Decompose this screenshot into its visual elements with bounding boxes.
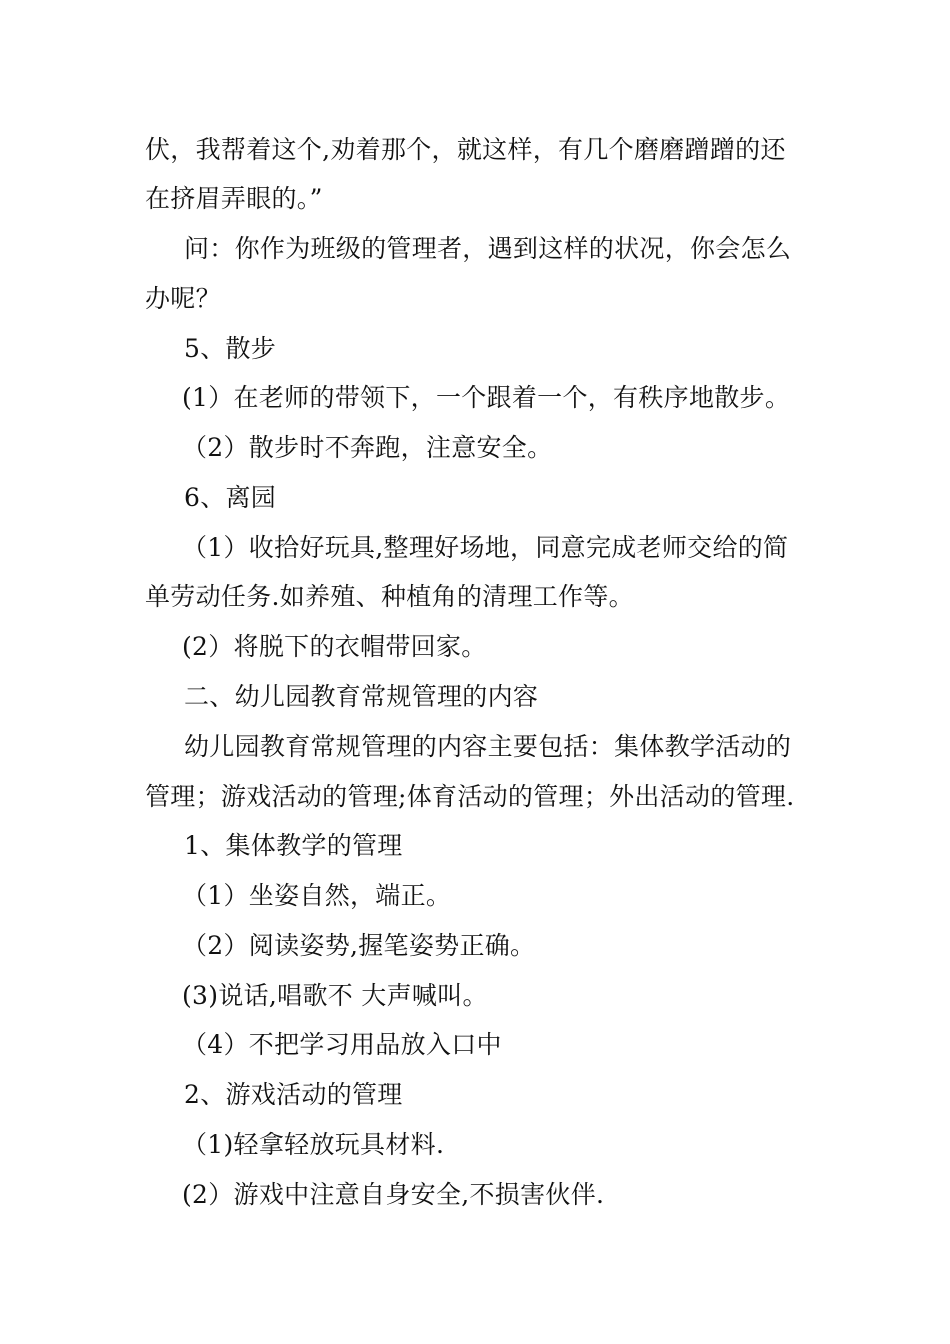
text-line: （4）不把学习用品放入口中 <box>182 1030 502 1059</box>
text-line: （1）收拾好玩具,整理好场地，同意完成老师交给的简 <box>182 533 789 562</box>
text-line: （1）坐姿自然，端正。 <box>182 881 452 910</box>
section-heading: 5、散步 <box>184 334 277 363</box>
text-line: (2）游戏中注意自身安全,不损害伙伴. <box>182 1180 605 1209</box>
text-line: (3)说话,唱歌不 大声喊叫。 <box>182 981 488 1010</box>
section-heading: 6、离园 <box>184 483 277 512</box>
text-line: （2）阅读姿势,握笔姿势正确。 <box>182 931 536 960</box>
text-line: (2）将脱下的衣帽带回家。 <box>182 632 487 661</box>
section-heading: 二、幼儿园教育常规管理的内容 <box>184 682 539 711</box>
text-line: 单劳动任务.如养殖、种植角的清理工作等。 <box>145 582 634 611</box>
text-line: （2）散步时不奔跑，注意安全。 <box>182 433 553 462</box>
text-line: 在挤眉弄眼的。” <box>145 184 323 213</box>
text-line: 管理；游戏活动的管理;体育活动的管理；外出活动的管理. <box>145 782 795 811</box>
text-line: 办呢？ <box>145 284 221 313</box>
text-line: 幼儿园教育常规管理的内容主要包括：集体教学活动的 <box>184 732 792 761</box>
text-line: （1)轻拿轻放玩具材料. <box>182 1130 445 1159</box>
text-line: (1）在老师的带领下，一个跟着一个，有秩序地散步。 <box>182 383 791 412</box>
text-line: 伏，我帮着这个,劝着那个，就这样，有几个磨磨蹭蹭的还 <box>145 135 786 164</box>
section-heading: 1、集体教学的管理 <box>184 831 403 860</box>
section-heading: 2、游戏活动的管理 <box>184 1080 403 1109</box>
text-line: 问：你作为班级的管理者，遇到这样的状况，你会怎么 <box>184 234 792 263</box>
